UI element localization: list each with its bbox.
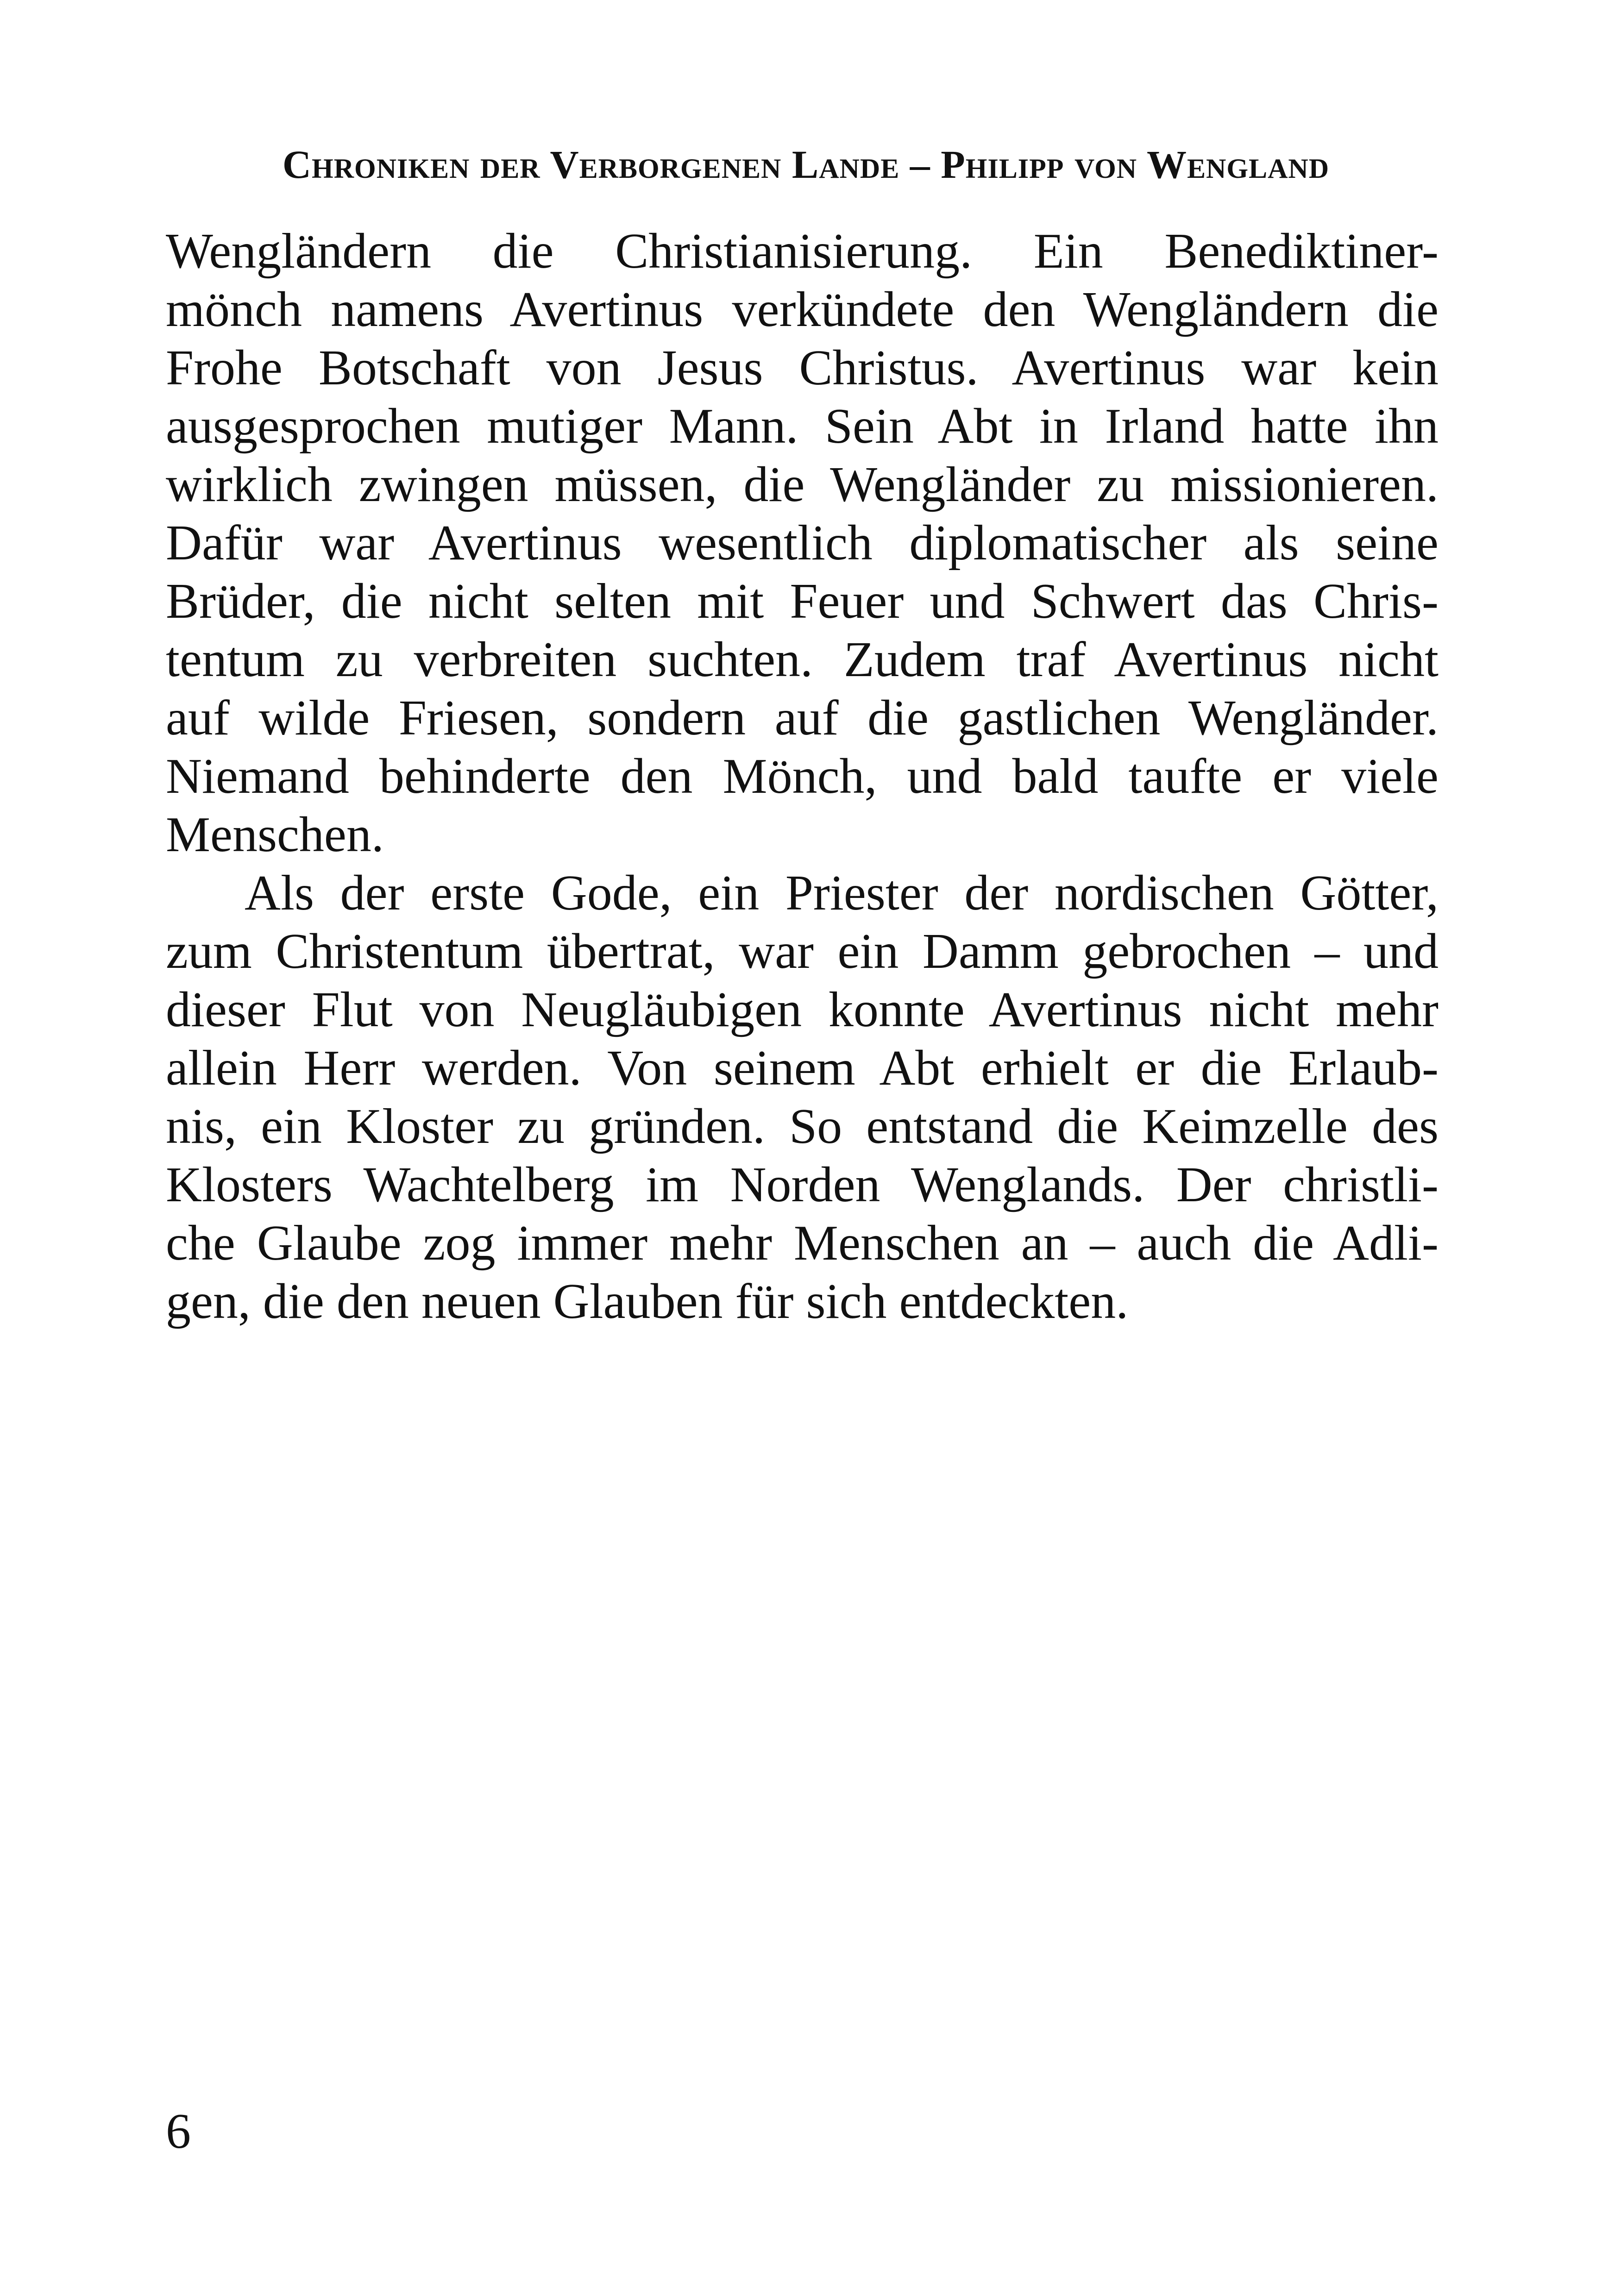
paragraph-1 — [166, 222, 1439, 864]
text-line: Menschen. — [166, 807, 384, 862]
text-line: Brüder, die nicht selten mit Feuer und Schwert das Chris- — [166, 574, 1439, 629]
text-line: Dafür war Avertinus wesentlich diplomatischer als seine — [166, 515, 1439, 571]
text-line: ausgesprochen mutiger Mann. Sein Abt in Irland hatte ihn — [166, 399, 1439, 454]
text-line: che Glaube zog immer mehr Menschen an – auch die Adli- — [166, 1216, 1439, 1271]
text-line: mönch namens Avertinus verkündete den Wengländern die — [166, 282, 1439, 337]
text-line: auf wilde Friesen, sondern auf die gastlichen Wengländer. — [166, 690, 1439, 746]
body-text — [166, 222, 1439, 1331]
text-line: nis, ein Kloster zu gründen. So entstand die Keimzelle des — [166, 1099, 1439, 1154]
text-line: Klosters Wachtelberg im Norden Wenglands. Der christli- — [166, 1157, 1439, 1212]
text-line: dieser Flut von Neugläubigen konnte Avertinus nicht mehr — [166, 982, 1439, 1037]
text-line: gen, die den neuen Glauben für sich entdeckten. — [166, 1274, 1129, 1329]
text-line: Frohe Botschaft von Jesus Christus. Avertinus war kein — [166, 340, 1439, 395]
text-line: allein Herr werden. Von seinem Abt erhielt er die Erlaub- — [166, 1041, 1439, 1096]
text-line: Wengländern die Christianisierung. Ein Benediktiner- — [166, 224, 1439, 279]
text-line: Niemand behinderte den Mönch, und bald taufte er viele — [166, 749, 1439, 804]
text-line: tentum zu verbreiten suchten. Zudem traf Avertinus nicht — [166, 632, 1439, 687]
text-line: Als der erste Gode, ein Priester der nordischen Götter, — [245, 866, 1439, 921]
paragraph-2 — [166, 864, 1439, 1331]
page-number: 6 — [166, 2104, 191, 2159]
running-header: Chroniken der Verborgenen Lande – Philipp von Wengland — [282, 142, 1330, 187]
text-line: zum Christentum übertrat, war ein Damm gebrochen – und — [166, 924, 1439, 979]
text-line: wirklich zwingen müssen, die Wengländer zu missionieren. — [166, 457, 1439, 512]
